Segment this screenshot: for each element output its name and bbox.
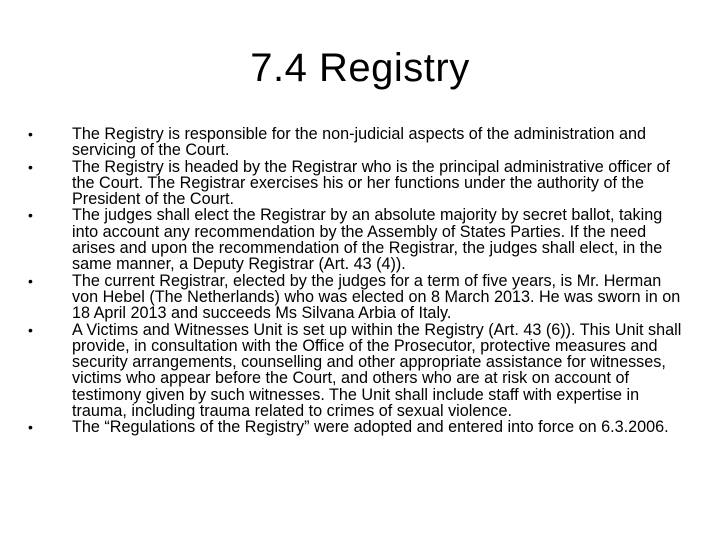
bullet-dot-icon: • — [28, 419, 33, 436]
bullet-text: The Registry is headed by the Registrar who is the principal administrative officer of the Court. The Registrar exercises his or her functions under the authority of the President of the Court. — [72, 157, 671, 209]
bullet-text: The Registry is responsible for the non-judicial aspects of the administration and servicing of the Court. — [72, 125, 647, 160]
bullet-item — [28, 419, 688, 435]
bullet-list — [28, 126, 688, 436]
bullet-item — [28, 207, 688, 272]
slide-title: 7.4 Registry — [250, 46, 470, 90]
bullet-text: The “Regulations of the Registry” were adopted and entered into force on 6.3.2006. — [72, 418, 669, 437]
bullet-dot-icon: • — [28, 126, 33, 142]
bullet-text: The current Registrar, elected by the judges for a term of five years, is Mr. Herman von Hebel (The Netherlands) who was elected on 8 March 2013. He was sworn in on 18 April 2013 and succeeds Ms Silvana Arbia of Italy. — [72, 271, 681, 323]
bullet-item — [28, 159, 688, 208]
bullet-item — [28, 273, 688, 322]
bullet-item — [28, 322, 688, 420]
bullet-dot-icon: • — [28, 272, 33, 289]
bullet-item — [28, 126, 688, 159]
bullet-text: The judges shall elect the Registrar by an absolute majority by secret ballot, taking into account any recommendation by the Assembly of States Parties. If the need arises and upon the recommendation of the Registrar, the judges shall elect, in the same manner, a Deputy Registrar (Art. 43 (4)). — [72, 206, 663, 274]
bullet-dot-icon: • — [28, 158, 33, 175]
bullet-dot-icon: • — [28, 207, 33, 224]
bullet-text: A Victims and Witnesses Unit is set up within the Registry (Art. 43 (6)). This Unit shall provide, in consultation with the Office of the Prosecutor, protective measures and security arrangements, counselling and other appropriate assistance for witnesses, victims who appear before the Court, and others who are at risk on account of testimony given by such witnesses. The Unit shall include staff with expertise in trauma, including trauma related to crimes of sexual violence. — [72, 320, 682, 421]
bullet-dot-icon: • — [28, 321, 33, 338]
